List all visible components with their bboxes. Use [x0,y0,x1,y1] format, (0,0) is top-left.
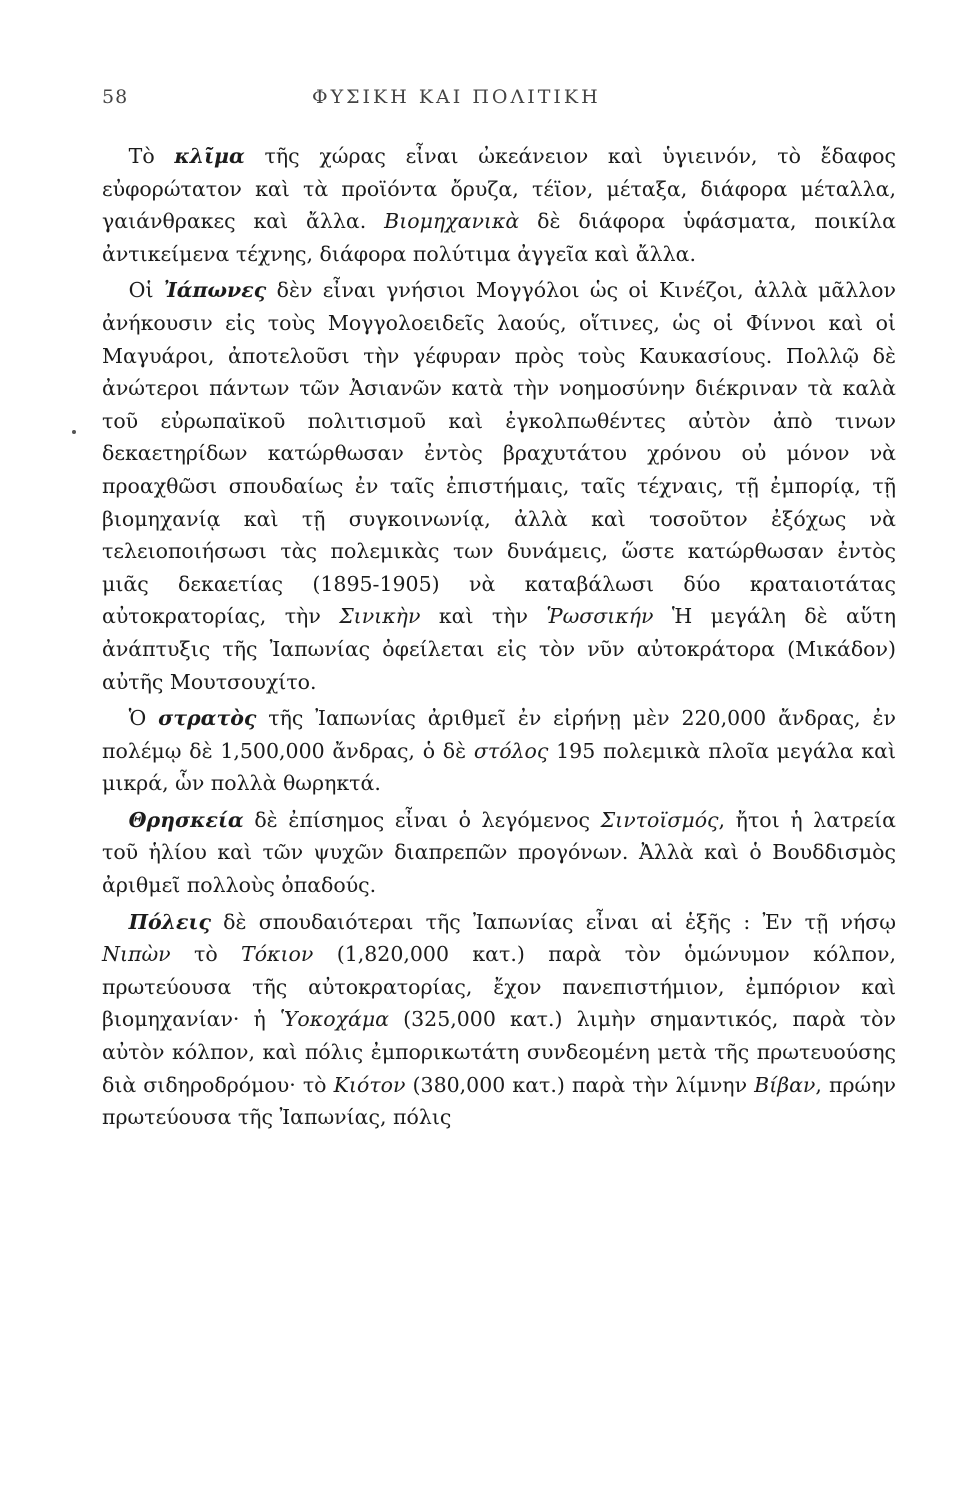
text-segment: δὲ σπουδαιότεραι τῆς Ἰαπωνίας εἶναι αἱ ἑξῆς : Ἐν τῇ νήσῳ [210,909,896,934]
section-keyword: στρατὸς [158,706,257,731]
section-keyword: Πόλεις [128,909,211,934]
paragraph-japanese [102,274,896,698]
italic-term: στόλος [473,738,549,763]
italic-term: Βιομηχανικὰ [384,209,520,234]
text-segment: (380,000 κατ.) παρὰ τὴν λίμνην [405,1072,755,1097]
text-segment: , πρώην πρωτεύουσα τῆς Ἰαπωνίας, πόλις [102,1072,896,1130]
text-segment: δὲν εἶναι γνήσιοι Μογγόλοι ὡς οἱ Κινέζοι, ἀλλὰ μᾶλλον ἀνήκουσιν εἰς τοὺς Μογγολοειδεῖς λαούς, οἵτινες, ὡς οἱ Φίννοι καὶ οἱ Μαγυάροι, ἀποτελοῦσι τὴν γέφυραν πρὸς τοὺς Καυκασίους. Πολλῷ δὲ ἀνώτεροι πάντων τῶν Ἀσιανῶν κατὰ τὴν νοημοσύνην διέκριναν τὰ καλὰ τοῦ εὐρωπαϊκοῦ πολιτισμοῦ καὶ ἐγκολπωθέντες αὐτὸν ἀπὸ τινων δεκαετηρίδων κατώρθωσαν ἐντὸς βραχυτάτου χρόνου οὐ μόνον νὰ προαχθῶσι σπουδαίως ἐν ταῖς ἐπιστήμαις, ταῖς τέχναις, τῇ ἐμπορίᾳ, τῇ βιομηχανίᾳ καὶ τῇ συγκοινωνίᾳ, ἀλλὰ καὶ τοσοῦτον ἐξόχως νὰ τελειοποιήσωσι τὰς πολεμικὰς των δυνάμεις, ὥστε κατώρθωσαν ἐντὸς μιᾶς δεκαετίας (1895-1905) νὰ καταβάλωσι δύο κραταιοτάτας αὐτοκρατορίας, τὴν [102,278,896,629]
text-segment: (1,820,000 κατ.) παρὰ τὸν ὁμώνυμον κόλπον, πρωτεύουσα τῆς αὐτοκρατορίας, ἔχον πανεπιστήμιον, ἐμπόριον καὶ βιομηχανίαν· ἡ [102,942,897,1032]
italic-term: Σιντοϊσμός [600,807,719,832]
text-segment: Ὁ [128,706,159,731]
text-segment: Οἱ [128,278,164,303]
text-segment: δὲ ἐπίσημος εἶναι ὁ λεγόμενος [243,807,601,832]
section-keyword: κλῖμα [174,144,245,168]
text-segment: Τὸ [128,144,175,168]
text-segment: καὶ τὴν [420,604,547,629]
italic-term: Σινικὴν [339,604,421,629]
text-segment: (325,000 κατ.) λιμὴν σημαντικός, παρὰ τὸν αὐτὸν κόλπον, καὶ πόλις ἐμπορικωτάτη συνδεομένη μετὰ τῆς πρωτευούσης διὰ σιδηροδρόμου· τὸ [102,1007,896,1097]
italic-term: Ὑοκοχάμα [279,1007,389,1032]
italic-term: Βίβαν [754,1072,816,1097]
text-segment: τῆς Ἰαπωνίας ἀριθμεῖ ἐν εἰρήνῃ μὲν 220,000 ἄνδρας, ἐν πολέμῳ δὲ 1,500,000 ἄνδρας, ὁ δὲ [102,706,896,763]
paragraph-religion [102,804,896,902]
paragraph-cities [102,906,896,1134]
text-segment: , ἤτοι ἡ λατρεία τοῦ ἡλίου καὶ τῶν ψυχῶν διαπρεπῶν προγόνων. Ἀλλὰ καὶ ὁ Βουδδισμὸς ἀριθμεῖ πολλοὺς ὀπαδούς. [102,807,896,898]
text-segment: τὸ [170,942,242,967]
italic-term: Ῥωσσικήν [546,604,654,629]
text-segment: δὲ διάφορα ὑφάσματα, ποικίλα ἀντικείμενα τέχνης, διάφορα πολύτιμα ἀγγεῖα καὶ ἄλλα. [102,209,896,266]
text-segment: Ἡ μεγάλη δὲ αὕτη ἀνάπτυξις τῆς Ἰαπωνίας ὀφείλεται εἰς τὸν νῦν αὐτοκράτορα (Μικάδον) αὐτῆς Μουτσουχίτο. [102,604,896,694]
section-keyword: Ἰάπωνες [163,278,267,303]
text-segment: τῆς χώρας εἶναι ὠκεάνειον καὶ ὑγιεινόν, τὸ ἔδαφος εὐφορώτατον καὶ τὰ προϊόντα ὄρυζα, τέϊον, μέταξα, διάφορα μέταλλα, γαιάνθρακες καὶ ἄλλα. [102,144,896,234]
page-number: 58 [102,86,129,108]
page-header [102,86,896,116]
paragraph-army [102,702,896,800]
ink-spot [72,430,76,434]
italic-term: Κιότον [333,1072,406,1097]
section-keyword: Θρησκεία [128,807,244,832]
italic-term: Τόκιον [241,942,314,967]
text-segment: 195 πολεμικὰ πλοῖα μεγάλα καὶ μικρά, ὧν πολλὰ θωρηκτά. [102,738,896,796]
running-title: ΦΥΣΙΚΗ ΚΑΙ ΠΟΛΙΤΙΚΗ [312,86,601,108]
paragraph-climate [102,140,896,270]
body-text [102,140,896,1134]
italic-term: Νιπὼν [102,942,171,967]
